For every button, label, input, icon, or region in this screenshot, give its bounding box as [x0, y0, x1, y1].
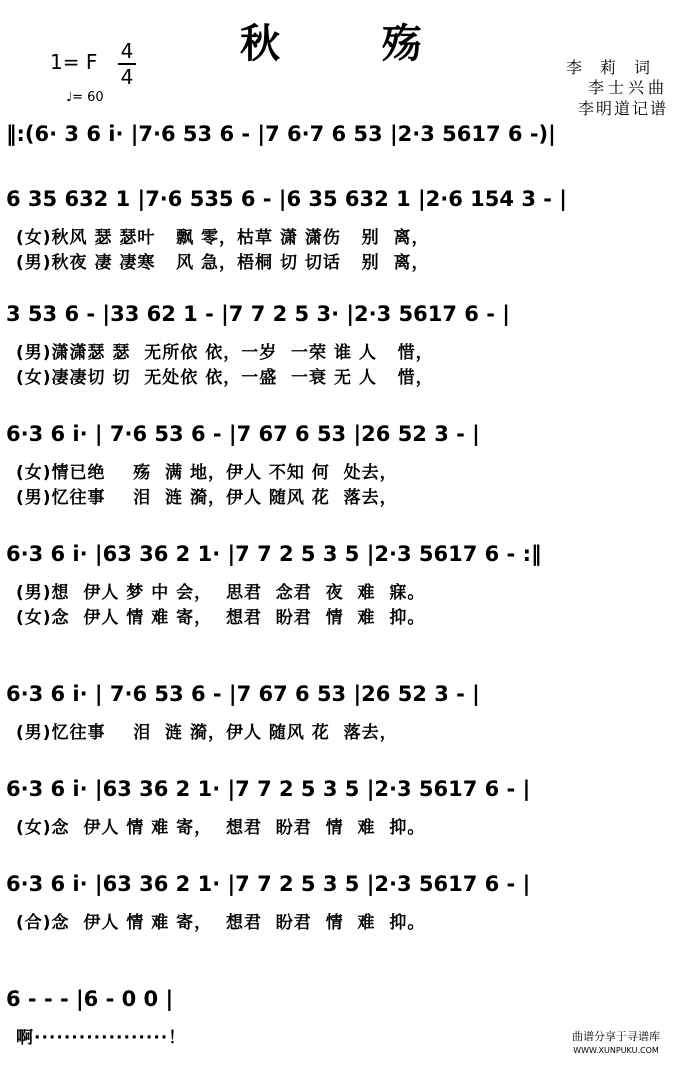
- notation-line: 6·3 6 i· | 7·6 53 6 - |7 67 6 53 |26 52 3 - |: [6, 682, 480, 706]
- beam-lines: [6, 775, 694, 809]
- footer: [572, 1030, 660, 1058]
- lyric-line: (合)念 伊人 情 难 寄， 想君 盼君 情 难 抑。: [16, 913, 426, 933]
- beam-lines: [6, 540, 694, 574]
- score-row-4: [6, 420, 694, 508]
- score-row-2: [6, 185, 694, 273]
- notation-line: 3 53 6 - |33 62 1 - |7 7 2 5 3· |2·3 5617 6 - |: [6, 302, 510, 326]
- song-title: 秋 殇: [240, 20, 466, 67]
- lyric-line: (女)念 伊人 情 难 寄， 想君 盼君 情 难 抑。: [16, 818, 426, 838]
- tempo-marking: ♩= 60: [66, 90, 104, 105]
- lyric-line: (女)凄凄切 切 无处依 依，一盛 一衰 无 人 惜，: [16, 368, 434, 388]
- beam-lines: [6, 870, 694, 904]
- notation-line: 6·3 6 i· | 7·6 53 6 - |7 67 6 53 |26 52 3 - |: [6, 422, 480, 446]
- transcriber-credit: 李明道记谱: [577, 99, 668, 118]
- beam-lines: [6, 420, 694, 454]
- score-row-1: [6, 120, 694, 152]
- score-row-5: [6, 540, 694, 628]
- beam-lines: [6, 680, 694, 714]
- lyric-line: (男)秋夜 凄 凄寒 风 急，梧桐 切 切话 别 离，: [16, 253, 430, 273]
- time-signature: [118, 40, 136, 88]
- time-signature-bottom: 4: [120, 65, 134, 89]
- lyric-line: (男)忆往事 泪 涟 漪，伊人 随风 花 落去，: [16, 723, 398, 743]
- time-signature-top: 4: [120, 39, 134, 63]
- score-row-6: [6, 680, 694, 743]
- notation-line: 6·3 6 i· |63 36 2 1· |7 7 2 5 3 5 |2·3 5617 6 - :‖: [6, 542, 542, 566]
- score-row-7: [6, 775, 694, 838]
- beam-lines: [6, 120, 694, 154]
- lyric-line: (女)念 伊人 情 难 寄， 想君 盼君 情 难 抑。: [16, 608, 426, 628]
- beam-lines: [6, 985, 694, 1019]
- lyric-line: (男)潇潇瑟 瑟 无所依 依，一岁 一荣 谁 人 惜，: [16, 343, 434, 363]
- lyric-line: (女)秋风 瑟 瑟叶 飘 零，枯草 潇 潇伤 别 离，: [16, 228, 430, 248]
- notation-line: 6 35 632 1 |7·6 535 6 - |6 35 632 1 |2·6 154 3 - |: [6, 187, 567, 211]
- lyric-line: (男)想 伊人 梦 中 会， 思君 念君 夜 难 寐。: [16, 583, 426, 603]
- lyricist-credit: 李莉词: [565, 58, 668, 77]
- beam-lines: [6, 185, 694, 219]
- score-row-8: [6, 870, 694, 933]
- notation-line: ‖:(6· 3 6 i· |7·6 53 6 - |7 6·7 6 53 |2·3 5617 6 -)|: [6, 122, 556, 146]
- key-signature: 1= F: [50, 50, 98, 74]
- lyric-line: (女)情已绝 殇 满 地，伊人 不知 何 处去，: [16, 463, 398, 483]
- footer-text: 曲谱分享于寻谱库: [572, 1030, 660, 1043]
- notation-line: 6·3 6 i· |63 36 2 1· |7 7 2 5 3 5 |2·3 5617 6 - |: [6, 872, 531, 896]
- beam-lines: [6, 300, 694, 334]
- footer-url: WWW.XUNPUKU.COM: [573, 1046, 659, 1055]
- notation-line: 6 - - - |6 - 0 0 |: [6, 987, 174, 1011]
- lyric-line: (男)忆往事 泪 涟 漪，伊人 随风 花 落去，: [16, 488, 398, 508]
- notation-line: 6·3 6 i· |63 36 2 1· |7 7 2 5 3 5 |2·3 5617 6 - |: [6, 777, 531, 801]
- score-row-3: [6, 300, 694, 388]
- lyric-line: 啊··················！: [16, 1028, 187, 1048]
- composer-credit: 李士兴曲: [587, 78, 668, 97]
